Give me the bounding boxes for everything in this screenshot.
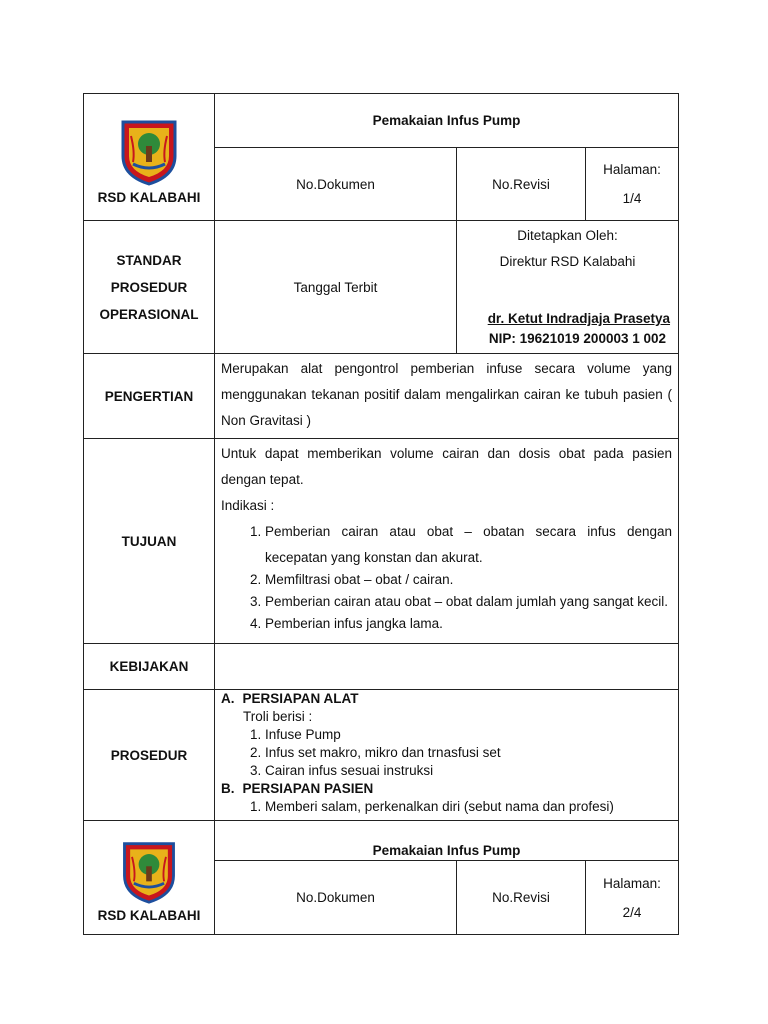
halaman-label: Halaman: xyxy=(603,875,661,891)
list-item: 1. Memberi salam, perkenalkan diri (sebut nama dan profesi) xyxy=(265,798,672,816)
tujuan-label: TUJUAN xyxy=(84,439,215,644)
halaman-value: 1/4 xyxy=(622,191,642,206)
document-title: Pemakaian Infus Pump xyxy=(215,821,679,861)
tanggal-terbit-cell: Tanggal Terbit xyxy=(215,221,457,354)
document-title: Pemakaian Infus Pump xyxy=(215,94,679,148)
list-item: 2. Memfiltrasi obat – obat / cairan. xyxy=(265,571,672,589)
halaman-cell xyxy=(586,148,679,221)
hospital-name: RSD KALABAHI xyxy=(97,189,201,205)
list-item: 2. Infus set makro, mikro dan trnasfusi set xyxy=(265,744,672,762)
no-dokumen-cell: No.Dokumen xyxy=(215,148,457,221)
kabupaten-alor-emblem-icon xyxy=(119,116,179,186)
prosedur-content xyxy=(215,690,679,821)
header-logo-cell xyxy=(84,94,215,221)
header2-logo-cell xyxy=(84,821,215,935)
prosedur-label: PROSEDUR xyxy=(84,690,215,821)
sop-label-cell xyxy=(84,221,215,354)
section-b-letter: B. xyxy=(221,781,235,796)
pengertian-text: Merupakan alat pengontrol pemberian infuse secara volume yang menggunakan tekanan positif dalam mengalirkan cairan ke tubuh pasien ( Non Gravitasi ) xyxy=(215,354,679,439)
list-item: 1. Pemberian cairan atau obat – obatan secara infus dengan kecepatan yang konstan dan akurat. xyxy=(265,519,672,571)
signatory-name: dr. Ketut Indradjaja Prasetya xyxy=(487,311,671,326)
sop-label-line2: PROSEDUR xyxy=(110,279,188,295)
indikasi-label: Indikasi : xyxy=(221,498,275,513)
alat-list xyxy=(221,726,672,780)
tujuan-content xyxy=(215,439,679,644)
kebijakan-text xyxy=(215,644,679,690)
section-a-title: PERSIAPAN ALAT xyxy=(242,691,359,706)
halaman-value: 2/4 xyxy=(622,904,642,920)
troli-label: Troli berisi : xyxy=(243,709,313,724)
hospital-name: RSD KALABAHI xyxy=(97,908,201,923)
kabupaten-alor-emblem-icon xyxy=(119,838,179,904)
sop-document xyxy=(83,93,678,935)
sop-label-line1: STANDAR xyxy=(116,252,182,268)
sop-table xyxy=(83,93,679,935)
list-item: 3. Pemberian cairan atau obat – obat dalam jumlah yang sangat kecil. xyxy=(265,589,672,615)
pengertian-label: PENGERTIAN xyxy=(84,354,215,439)
sop-label-line3: OPERASIONAL xyxy=(99,306,199,322)
indikasi-list xyxy=(221,519,672,633)
ditetapkan-label: Ditetapkan Oleh: xyxy=(517,228,618,243)
list-item: 3. Cairan infus sesuai instruksi xyxy=(265,762,672,780)
direktur-label: Direktur RSD Kalabahi xyxy=(499,254,636,269)
section-a-letter: A. xyxy=(221,691,235,706)
tujuan-text: Untuk dapat memberikan volume cairan dan dosis obat pada pasien dengan tepat. xyxy=(221,446,673,487)
no-dokumen-cell: No.Dokumen xyxy=(215,861,457,935)
no-revisi-cell: No.Revisi xyxy=(457,861,586,935)
list-item: 4. Pemberian infus jangka lama. xyxy=(265,615,672,633)
section-b-title: PERSIAPAN PASIEN xyxy=(242,781,374,796)
halaman-cell xyxy=(586,861,679,935)
ditetapkan-cell xyxy=(457,221,679,354)
no-revisi-cell: No.Revisi xyxy=(457,148,586,221)
section-b-heading xyxy=(221,780,672,798)
section-a-heading xyxy=(221,690,672,708)
list-item: 1. Infuse Pump xyxy=(265,726,672,744)
pasien-list xyxy=(221,798,672,816)
halaman-label: Halaman: xyxy=(603,162,661,177)
signatory-nip: NIP: 19621019 200003 1 002 xyxy=(488,331,667,346)
kebijakan-label: KEBIJAKAN xyxy=(84,644,215,690)
